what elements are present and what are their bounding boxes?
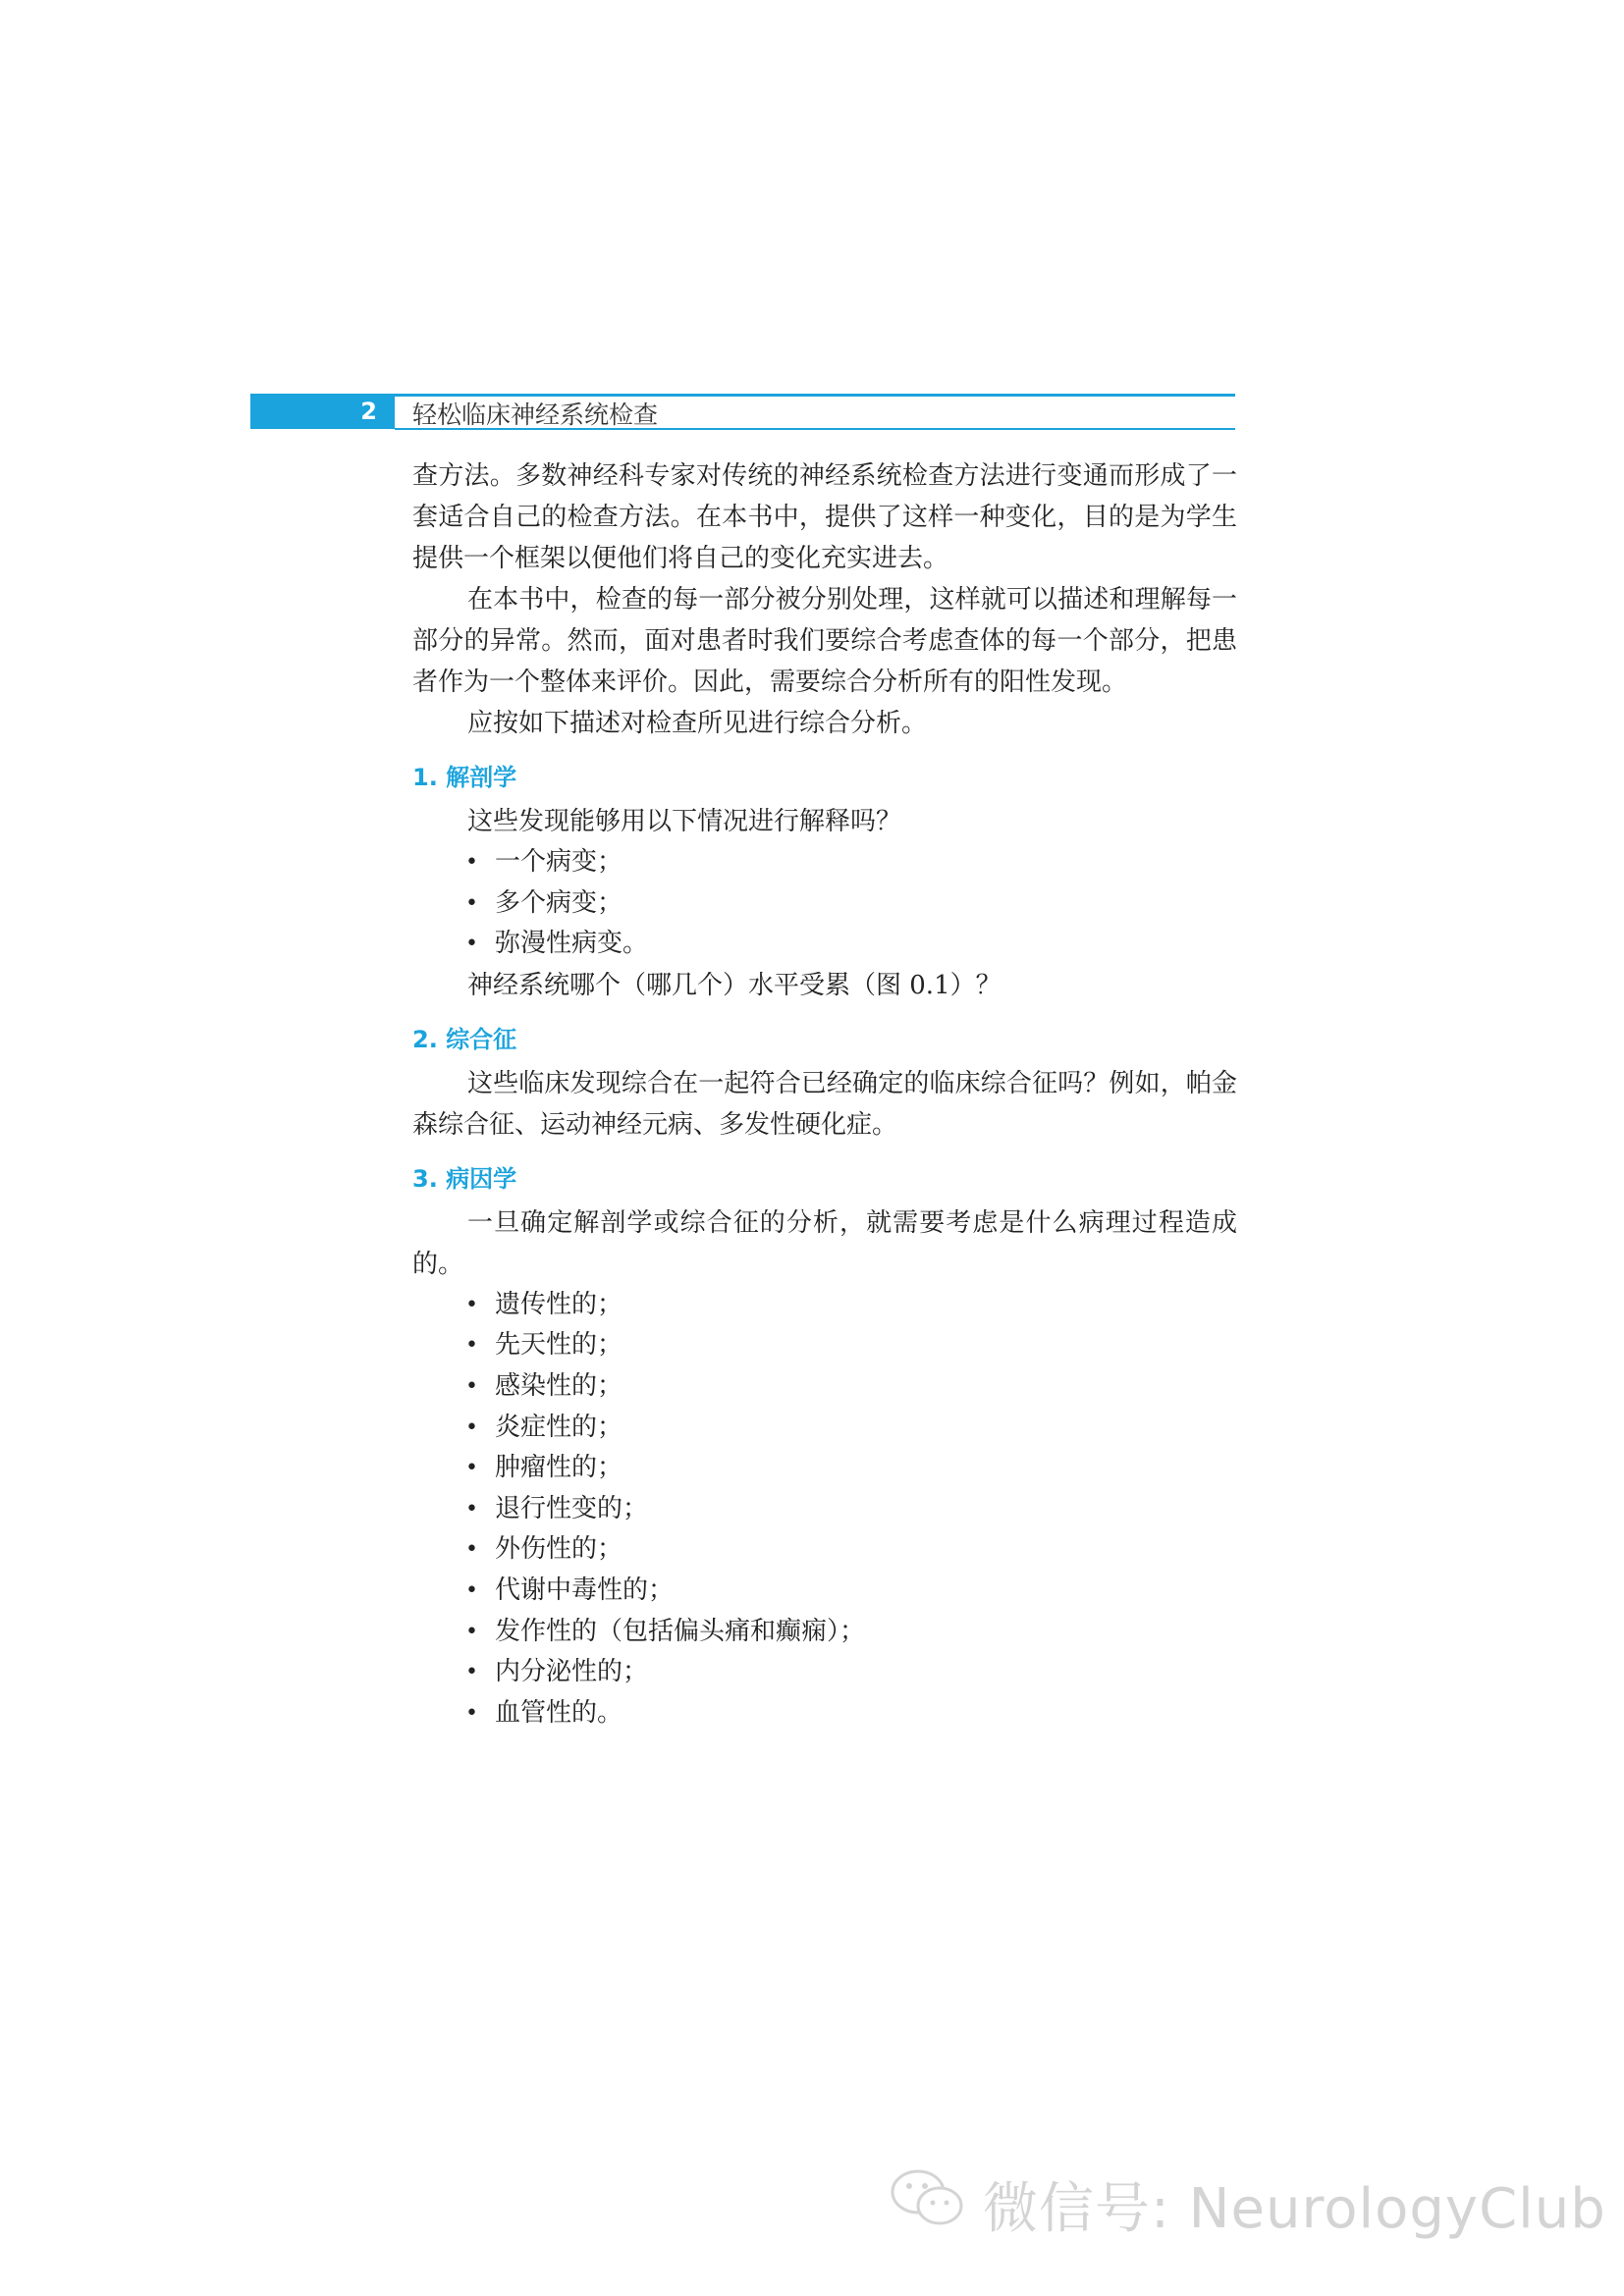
page-body xyxy=(412,455,1237,1734)
paragraph: 应按如下描述对检查所见进行综合分析。 xyxy=(467,709,928,738)
paragraph: 一旦确定解剖学或综合征的分析，就需要考虑是什么病理过程造成的。 xyxy=(412,1207,1237,1279)
paragraph: 在本书中，检查的每一部分被分别处理，这样就可以描述和理解每一部分的异常。然而，面对患者时我们要综合考虑查体的每一个部分，把患者作为一个整体来评价。因此，需要综合分析所有的阳性发现。 xyxy=(412,585,1237,697)
list-item: • 代谢中毒性的； xyxy=(465,1571,1237,1612)
wechat-icon xyxy=(889,2166,967,2243)
bullet-list xyxy=(412,842,1237,965)
section-etiology xyxy=(412,1161,1237,1735)
paragraph: 这些发现能够用以下情况进行解释吗？ xyxy=(467,807,902,836)
list-item: • 一个病变； xyxy=(465,842,1237,883)
watermark xyxy=(889,2165,1606,2244)
list-item: • 炎症性的； xyxy=(465,1408,1237,1449)
list-item: • 血管性的。 xyxy=(465,1693,1237,1735)
list-item: • 弥漫性病变。 xyxy=(465,924,1237,965)
list-item: • 外伤性的； xyxy=(465,1529,1237,1571)
section-heading: 2. 综合征 xyxy=(412,1025,517,1053)
section-syndrome xyxy=(412,1022,1237,1146)
list-item: • 先天性的； xyxy=(465,1325,1237,1366)
section-heading: 3. 病因学 xyxy=(412,1164,517,1193)
list-item: • 退行性变的； xyxy=(465,1489,1237,1530)
list-item: • 内分泌性的； xyxy=(465,1652,1237,1693)
paragraph: 这些临床发现综合在一起符合已经确定的临床综合征吗？例如，帕金森综合征、运动神经元病、多发性硬化症。 xyxy=(412,1068,1237,1140)
list-item: • 发作性的（包括偏头痛和癫痫）； xyxy=(465,1612,1237,1653)
section-heading: 1. 解剖学 xyxy=(412,764,517,791)
watermark-text: 微信号: NeurologyClub xyxy=(983,2177,1606,2241)
list-item: • 多个病变； xyxy=(465,883,1237,925)
bullet-list xyxy=(412,1285,1237,1735)
page-number: 2 xyxy=(360,398,377,425)
page-number-tab xyxy=(250,394,395,429)
list-item: • 感染性的； xyxy=(465,1366,1237,1408)
paragraph: 查方法。多数神经科专家对传统的神经系统检查方法进行变通而形成了一套适合自己的检查方法。在本书中，提供了这样一种变化，目的是为学生提供一个框架以便他们将自己的变化充实进去。 xyxy=(412,461,1237,573)
list-item: • 遗传性的； xyxy=(465,1285,1237,1326)
paragraph: 神经系统哪个（哪几个）水平受累（图 0.1）？ xyxy=(467,970,1001,1000)
section-anatomy xyxy=(412,760,1237,1006)
running-title: 轻松临床神经系统检查 xyxy=(412,400,659,429)
list-item: • 肿瘤性的； xyxy=(465,1448,1237,1489)
